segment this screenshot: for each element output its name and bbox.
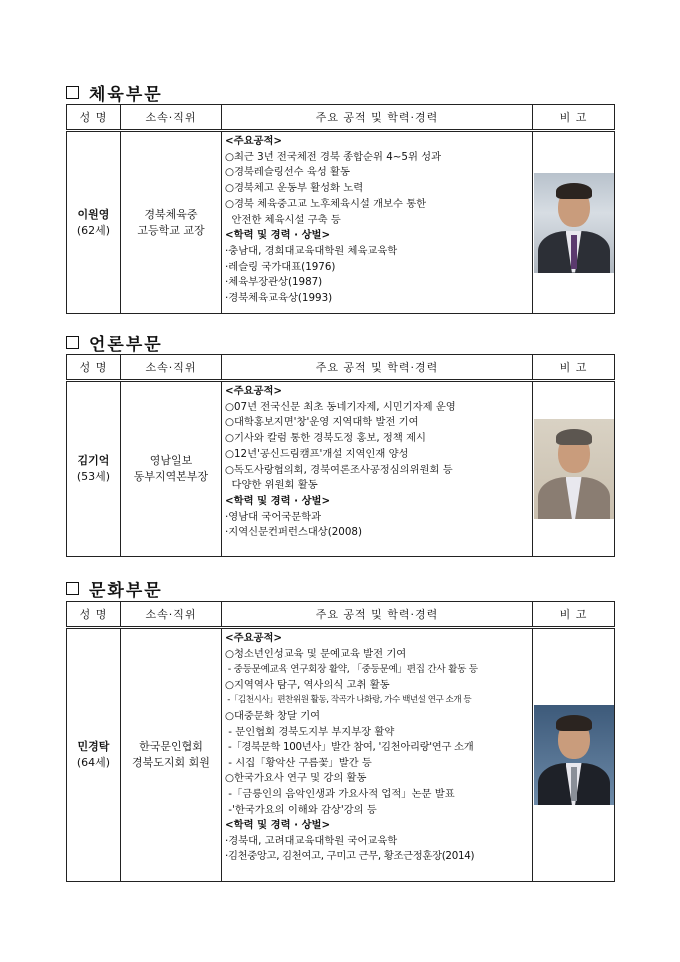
org-cell bbox=[121, 381, 222, 557]
header-name: 성 명 bbox=[67, 355, 121, 381]
detail-heading: <주요공적> bbox=[225, 632, 283, 644]
detail-line: ·충남대, 경희대교육대학원 체육교육학 bbox=[225, 244, 398, 257]
section-title-media bbox=[66, 330, 163, 355]
detail-heading: <학력 및 경력 · 상벌> bbox=[225, 819, 331, 832]
detail-line: ·레슬링 국가대표(1976) bbox=[225, 260, 336, 273]
detail-line: 안전한 체육시설 구축 등 bbox=[225, 213, 341, 226]
detail-line: ○07년 전국신문 최초 동네기자제, 시민기자제 운영 bbox=[225, 400, 456, 413]
header-detail: 주요 공적 및 학력·경력 bbox=[222, 355, 533, 381]
detail-heading: <학력 및 경력 · 상벌> bbox=[225, 494, 331, 507]
detail-line: - 문인협회 경북도지부 부지부장 활약 bbox=[225, 725, 395, 738]
org-line: 경북도지회 회원 bbox=[132, 756, 210, 769]
header-name: 성 명 bbox=[67, 602, 121, 628]
portrait-photo bbox=[534, 419, 614, 519]
detail-line: ○12년'공신드림캠프'개설 지역인재 양성 bbox=[225, 447, 409, 460]
photo-cell bbox=[533, 628, 615, 882]
checkbox-icon bbox=[66, 86, 79, 99]
detail-line: ○경북체고 운동부 활성화 노력 bbox=[225, 182, 364, 195]
detail-line: ○한국가요사 연구 및 강의 활동 bbox=[225, 772, 367, 785]
portrait-photo bbox=[534, 705, 614, 805]
section-title-text: 언론부문 bbox=[89, 335, 163, 355]
header-org: 소속·직위 bbox=[121, 105, 222, 131]
org-line: 경북체육중 bbox=[144, 207, 198, 221]
detail-line: ○기사와 칼럼 통한 경북도정 홍보, 정책 제시 bbox=[225, 432, 426, 445]
section-title-sports bbox=[66, 80, 163, 105]
header-detail: 주요 공적 및 학력·경력 bbox=[222, 602, 533, 628]
detail-line: ○지역역사 탐구, 역사의식 고취 활동 bbox=[225, 678, 390, 691]
org-line: 영남일보 bbox=[149, 454, 193, 467]
org-line: 동부지역본부장 bbox=[133, 470, 209, 483]
detail-line: - 시집「황악산 구름꽃」발간 등 bbox=[225, 756, 372, 769]
detail-cell bbox=[222, 628, 533, 882]
checkbox-icon bbox=[66, 582, 79, 595]
detail-line: ○대학홍보지면'창'운영 지역대학 발전 기여 bbox=[225, 416, 419, 429]
detail-line: ·지역신문컨퍼런스대상(2008) bbox=[225, 526, 362, 539]
header-org: 소속·직위 bbox=[121, 355, 222, 381]
detail-line: ·경북체육교육상(1993) bbox=[225, 292, 333, 305]
detail-line: -「금릉인의 음악인생과 가요사적 업적」논문 발표 bbox=[225, 787, 455, 800]
name-cell bbox=[67, 131, 121, 314]
photo-cell bbox=[533, 131, 615, 314]
person-age: (64세) bbox=[76, 756, 111, 769]
detail-heading: <주요공적> bbox=[225, 385, 283, 397]
detail-line: ○최근 3년 전국체전 경북 종합순위 4~5위 성과 bbox=[225, 150, 442, 163]
photo-cell bbox=[533, 381, 615, 557]
detail-heading: <학력 및 경력 · 상벌> bbox=[225, 229, 331, 242]
org-cell bbox=[121, 628, 222, 882]
award-table-culture bbox=[66, 601, 615, 882]
detail-line: ·경북대, 고려대교육대학원 국어교육학 bbox=[225, 834, 398, 847]
person-age: (53세) bbox=[76, 470, 111, 483]
person-name: 이원영 bbox=[77, 207, 110, 221]
detail-line: ·영남대 국어국문학과 bbox=[225, 510, 322, 523]
detail-line: ○청소년인성교육 및 문예교육 발전 기여 bbox=[225, 647, 407, 660]
person-name: 김기억 bbox=[77, 454, 110, 467]
org-line: 고등학교 교장 bbox=[137, 223, 205, 237]
person-name: 민경탁 bbox=[77, 740, 110, 753]
detail-cell bbox=[222, 381, 533, 557]
name-cell bbox=[67, 381, 121, 557]
detail-line: ·김천중앙고, 김천여고, 구미고 근무, 황조근정훈장(2014) bbox=[225, 850, 475, 863]
header-note: 비 고 bbox=[533, 602, 615, 628]
detail-line: -「경북문학 100년사」발간 참여, '김천아리랑'연구 소개 bbox=[225, 741, 474, 754]
person-age: (62세) bbox=[76, 223, 111, 237]
checkbox-icon bbox=[66, 336, 79, 349]
award-table-sports bbox=[66, 104, 615, 314]
header-org: 소속·직위 bbox=[121, 602, 222, 628]
detail-line: -'한국가요의 이해와 감상'강의 등 bbox=[225, 803, 377, 816]
section-title-text: 체육부문 bbox=[89, 85, 163, 105]
header-detail: 주요 공적 및 학력·경력 bbox=[222, 105, 533, 131]
detail-line: ○경북레슬링선수 육성 활동 bbox=[225, 166, 350, 179]
name-cell bbox=[67, 628, 121, 882]
portrait-photo bbox=[534, 173, 614, 273]
header-note: 비 고 bbox=[533, 355, 615, 381]
section-title-culture bbox=[66, 576, 163, 601]
detail-line: - 중등문예교육 연구회장 활약, 「중등문예」편집 간사 활동 등 bbox=[225, 664, 478, 676]
detail-line: ○경북 체육중고교 노후체육시설 개보수 통한 bbox=[225, 197, 427, 210]
detail-line: 다양한 위원회 활동 bbox=[225, 479, 318, 492]
award-table-media bbox=[66, 354, 615, 557]
detail-cell bbox=[222, 131, 533, 314]
detail-line: ○독도사랑협의회, 경북여론조사공정심의위원회 등 bbox=[225, 463, 453, 476]
org-line: 한국문인협회 bbox=[139, 740, 203, 753]
header-name: 성 명 bbox=[67, 105, 121, 131]
org-cell bbox=[121, 131, 222, 314]
header-note: 비 고 bbox=[533, 105, 615, 131]
detail-line: ○대중문화 창달 기여 bbox=[225, 709, 321, 722]
detail-heading: <주요공적> bbox=[225, 135, 283, 147]
section-title-text: 문화부문 bbox=[89, 581, 163, 601]
detail-line: -「김천시사」편찬위원 활동, 작곡가 나화랑, 가수 백년설 연구 소개 등 bbox=[225, 695, 472, 706]
detail-line: ·체육부장관상(1987) bbox=[225, 276, 323, 289]
